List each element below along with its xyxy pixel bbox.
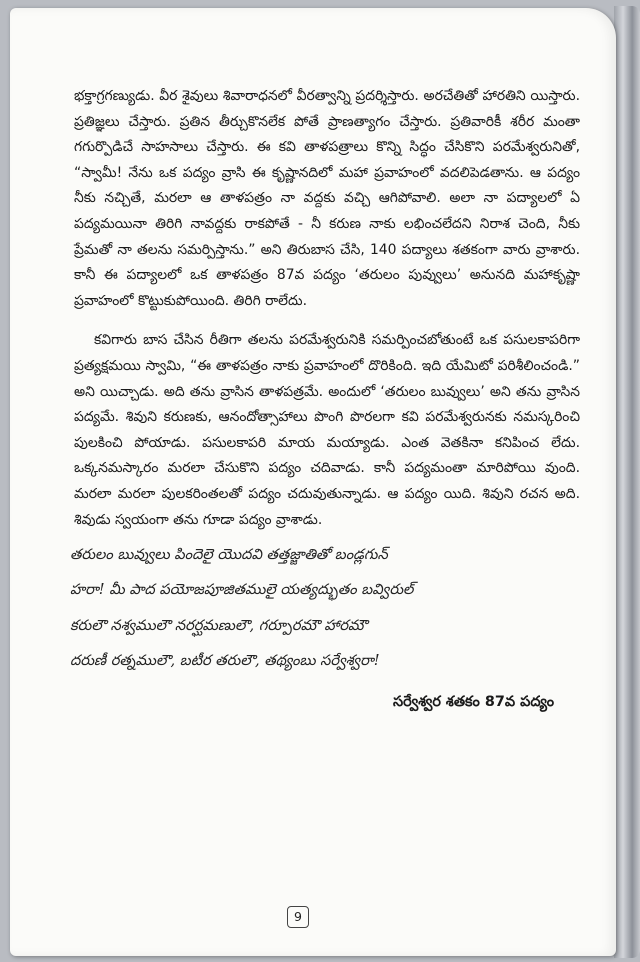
paragraph-1: భక్తాగ్రగణ్యుడు. వీర శైవులు శివారాధనలో వీరత్వాన్ని ప్రదర్శిస్తారు. అరచేతితో హారతిని యిస్తారు. ప్రతిజ్ఞలు చేస్తారు. ప్రతిన తీర్చుకొనలేక పోతే ప్రాణత్యాగం చేస్తారు. ప్రతివారికీ శరీర మంతా గగుర్పొడిచే సాహసాలు చేస్తారు. ఈ కవి తాళపత్రాలు కొన్ని సిద్ధం చేసికొని పరమేశ్వరునితో, “స్వామీ! నేను ఒక పద్యం వ్రాసి ఈ కృష్ణానదిలో మహా ప్రవాహంలో వదలిపెడతాను. ఆ పద్యం నీకు నచ్చితే, మరలా ఆ తాళపత్రం నా వద్దకు వచ్చి ఆగిపోవాలి. అలా నా పద్యాలలో ఏ పద్యమయినా తిరిగి నావద్దకు రాకపోతే - నీ కరుణ నాకు లభించలేదని నిరాశ చెంది, నీకు ప్రేమతో నా తలను సమర్పిస్తాను.” అని తిరుబాస చేసి, 140 పద్యాలు శతకంగా వారు వ్రాశారు. కానీ ఈ పద్యాలలో ఒక తాళపత్రం 87వ పద్యం ‘తరులం పువ్వులు’ అనునది మహాకృష్ణా ప్రవాహంలో కొట్టుకుపోయింది. తిరిగి రాలేదు.	[74, 88, 580, 309]
poem-line-4: దరుణీ రత్నములౌ, బటీర తరులౌ, తథ్యంబు సర్వేశ్వరా!	[70, 651, 380, 669]
book-page-edge	[614, 6, 640, 958]
page-number: 9	[287, 906, 309, 928]
poem-source: సర్వేశ్వర శతకం 87వ పద్యం	[393, 694, 554, 711]
paragraph-2: కవిగారు బాస చేసిన రీతిగా తలను పరమేశ్వరునికి సమర్పించబోతుంటే ఒక పసులకాపరిగా ప్రత్యక్షమయి స్వామి, “ఈ తాళపత్రం నాకు ప్రవాహంలో దొరికింది. ఇది యేమిటో పరిశీలించండి.” అని యిచ్చాడు. అది తను వ్రాసిన తాళపత్రమే. అందులో ‘తరులం బువ్వులు’ అని తను వ్రాసిన పద్యమే. శివుని కరుణకు, ఆనందోత్సాహాలు పొంగి పొరలగా కవి పరమేశ్వరునకు నమస్కరించి పులకించి పోయాడు. పసులకాపరి మాయ మయ్యాడు. ఎంత వెతకినా కనిపించ లేదు. ఒక్కనమస్కారం మరలా చేసుకొని పద్యం చదివాడు. కానీ పద్యమంతా మారిపోయి వుంది. మరలా మరలా పులకరింతలతో పద్యం చదువుతున్నాడు. ఆ పద్యం యిది. శివుని రచన అది. శివుడు స్వయంగా తను గూడా పద్యం వ్రాశాడు.	[74, 332, 580, 528]
poem-line-3: కరులౌ నశ్వములౌ నరర్ఘమణులౌ, గర్పూరమౌ హారమౌ	[70, 616, 368, 634]
poem	[70, 537, 580, 678]
poem-line-1: తరులం బువ్వులు పిందెలై యొదవి తత్తజ్జాతితో బండ్లగున్	[70, 546, 388, 564]
page-content	[70, 84, 580, 716]
poem-line-2: హరా! మీ పాద పయోజపూజితములై యత్యద్భుతం బవ్విరుల్	[70, 581, 414, 599]
